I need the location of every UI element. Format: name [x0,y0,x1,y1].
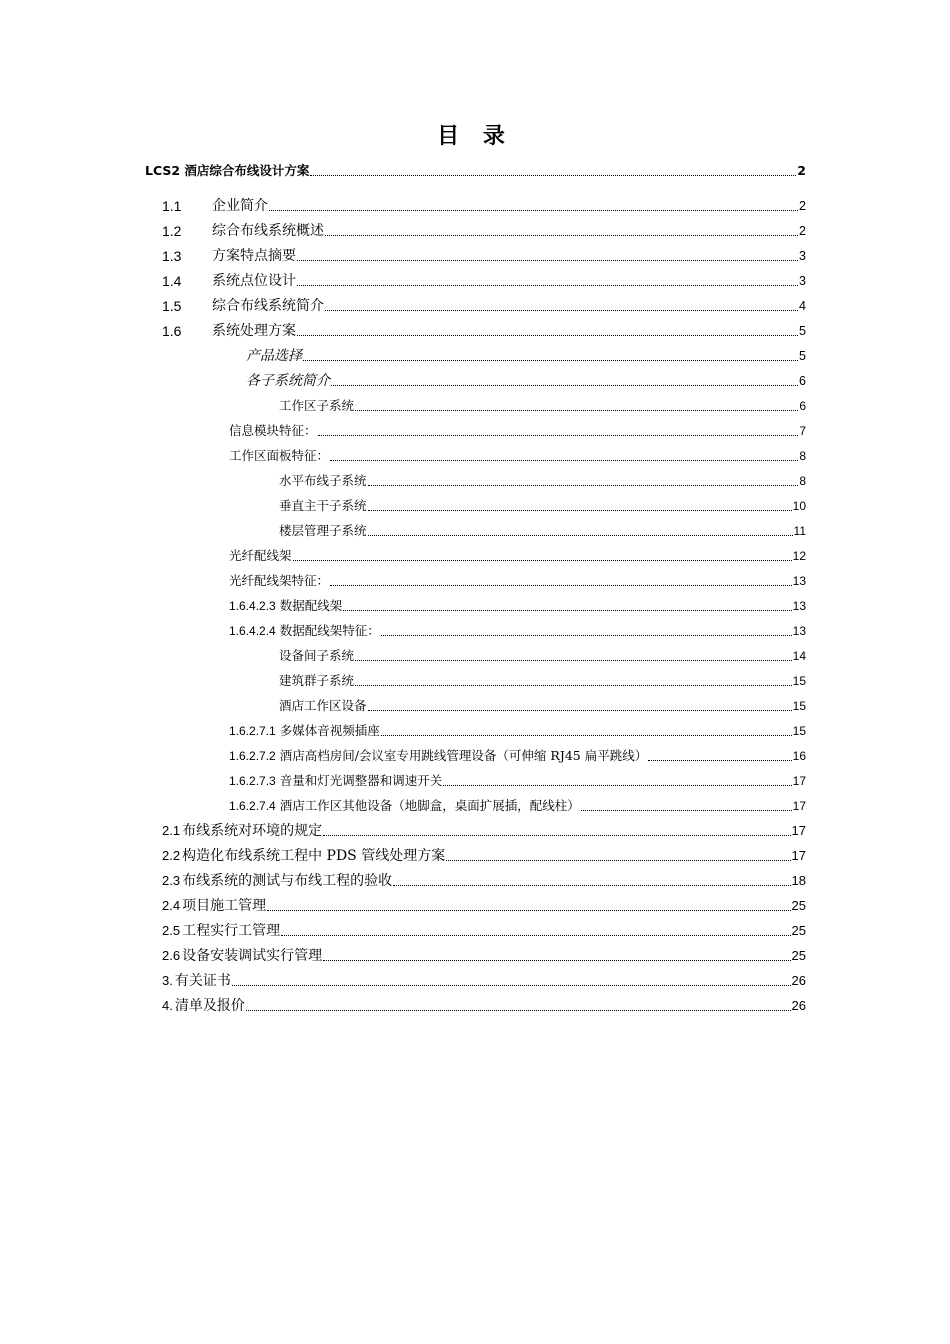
toc-entry[interactable] [246,370,806,390]
toc-entry[interactable] [279,645,806,665]
toc-entry-page: 6 [799,374,806,388]
toc-leader-dots [297,260,798,261]
toc-entry-text: 工作区子系统 [279,398,355,413]
toc-entry-number: 2.1 [162,823,181,838]
toc-leader-dots [393,885,790,886]
toc-entry[interactable] [162,995,806,1015]
toc-entry-number: 1.1 [162,198,182,214]
toc-entry-text: 音量和灯光调整器和调速开关 [279,773,443,788]
toc-entry-page: 15 [792,699,806,713]
toc-leader-dots [330,460,798,461]
toc-leader-dots [355,660,792,661]
toc-entry-text: 工作区面板特征： [229,448,330,463]
toc-entry-page: 15 [792,674,806,688]
toc-entry-number: 2.2 [162,848,181,863]
toc-entry[interactable] [279,520,806,540]
toc-entry[interactable] [162,270,806,290]
toc-entry-page: 14 [792,649,806,663]
toc-leader-dots [323,835,790,836]
toc-entry[interactable] [229,720,806,740]
toc-entry-page: 10 [792,499,806,513]
toc-leader-dots [381,735,792,736]
toc-entry-page: 26 [791,998,806,1013]
toc-entry-number: 3. [162,973,173,988]
toc-entry[interactable] [279,695,806,715]
toc-entry[interactable] [162,195,806,215]
toc-entry-text: LCS2 酒店综合布线设计方案 [145,163,310,178]
toc-entry[interactable] [279,395,806,415]
toc-entry[interactable] [229,545,806,565]
toc-entry-page: 12 [792,549,806,563]
toc-entry-number: 2.6 [162,948,181,963]
toc-leader-dots [581,810,792,811]
toc-entry-number: 1.6.4.2.3 [229,599,276,613]
toc-entry-text: 设备间子系统 [279,648,355,663]
toc-leader-dots [325,235,798,236]
toc-entry[interactable] [162,820,806,840]
toc-entry-page: 25 [791,898,806,913]
toc-entry-number: 1.2 [162,223,182,239]
toc-entry-page: 2 [799,224,806,238]
toc-entry-text: 信息模块特征： [229,423,317,438]
toc-entry-number: 2.3 [162,873,181,888]
toc-leader-dots [368,510,792,511]
toc-entry-text: 产品选择 [246,348,302,364]
toc-entry-number: 1.6.2.7.1 [229,724,276,738]
toc-entry[interactable] [162,920,806,940]
toc-leader-dots [446,860,790,861]
toc-entry-page: 17 [791,848,806,863]
toc-entry-text: 数据配线架 [279,598,343,613]
toc-entry[interactable] [229,420,806,440]
toc-entry-page: 17 [791,823,806,838]
toc-entry-text: 水平布线子系统 [279,473,367,488]
toc-leader-dots [281,935,790,936]
toc-leader-dots [368,710,792,711]
toc-entry-page: 13 [792,574,806,588]
toc-entry-number: 1.6 [162,323,182,339]
toc-entry[interactable] [162,845,806,865]
toc-entry[interactable] [229,620,806,640]
toc-entry-page: 18 [791,873,806,888]
toc-leader-dots [355,685,792,686]
toc-entry-text: 清单及报价 [174,998,245,1014]
toc-entry[interactable] [279,470,806,490]
toc-entry-page: 5 [799,324,806,338]
toc-entry-number: 4. [162,998,173,1013]
toc-leader-dots [368,535,793,536]
toc-entry-page: 13 [792,624,806,638]
toc-entry-number: 1.3 [162,248,182,264]
toc-leader-dots [323,960,790,961]
toc-entry-number: 2.4 [162,898,181,913]
toc-entry[interactable] [162,895,806,915]
toc-entry-text: 布线系统对环境的规定 [182,823,323,839]
toc-entry[interactable] [229,445,806,465]
toc-entry-text: 光纤配线架 [229,548,292,563]
toc-entry-page: 11 [793,524,806,538]
toc-entry-page: 17 [792,799,806,813]
toc-entry[interactable] [279,670,806,690]
toc-entry-page: 3 [799,274,806,288]
toc-entry-text: 酒店工作区其他设备（地脚盒，桌面扩展插，配线柱） [279,798,580,813]
toc-entry[interactable] [229,745,806,765]
toc-entry[interactable] [162,220,806,240]
toc-entry[interactable] [145,160,806,180]
toc-entry-page: 2 [797,163,806,178]
toc-leader-dots [443,785,791,786]
toc-entry-text: 系统点位设计 [212,273,296,289]
toc-entry[interactable] [162,970,806,990]
toc-leader-dots [343,610,791,611]
toc-entry[interactable] [162,295,806,315]
toc-entry-page: 7 [799,424,806,438]
toc-entry-page: 6 [799,399,806,413]
toc-entry-text: 楼层管理子系统 [279,523,367,538]
toc-title: 目 录 [437,123,513,149]
toc-leader-dots [648,760,791,761]
toc-entry[interactable] [162,245,806,265]
toc-leader-dots [310,175,796,176]
toc-entry[interactable] [162,870,806,890]
toc-entry-page: 13 [792,599,806,613]
toc-entry-number: 1.4 [162,273,182,289]
toc-entry-page: 3 [799,249,806,263]
toc-entry-page: 8 [799,449,806,463]
toc-leader-dots [297,335,798,336]
toc-leader-dots [232,985,791,986]
toc-entry-text: 垂直主干子系统 [279,498,367,513]
toc-entry-page: 15 [792,724,806,738]
toc-leader-dots [330,585,792,586]
toc-entry-text: 系统处理方案 [212,323,296,339]
toc-entry[interactable] [229,795,806,815]
toc-leader-dots [368,485,799,486]
toc-entry-number: 1.6.2.7.3 [229,774,276,788]
toc-entry-text: 酒店高档房间/会议室专用跳线管理设备（可伸缩 RJ45 扁平跳线） [279,748,648,763]
toc-entry-text: 酒店工作区设备 [279,698,367,713]
toc-entry-text: 构造化布线系统工程中 PDS 管线处理方案 [182,848,446,864]
toc-entry-page: 25 [791,923,806,938]
toc-entry[interactable] [279,495,806,515]
toc-leader-dots [303,360,798,361]
toc-entry-text: 多媒体音视频插座 [279,723,380,738]
toc-leader-dots [293,560,792,561]
toc-entry-text: 项目施工管理 [182,898,267,914]
toc-entry[interactable] [229,595,806,615]
toc-entry-text: 有关证书 [174,973,231,989]
toc-entry-page: 26 [791,973,806,988]
toc-entry-text: 布线系统的测试与布线工程的验收 [182,873,393,889]
toc-entry-page: 2 [799,199,806,213]
toc-leader-dots [381,635,792,636]
toc-leader-dots [267,910,790,911]
toc-leader-dots [355,410,798,411]
toc-entry[interactable] [229,770,806,790]
toc-entry[interactable] [246,345,806,365]
toc-entry-text: 综合布线系统简介 [212,298,324,314]
toc-entry-text: 企业简介 [212,198,268,214]
toc-entry[interactable] [162,320,806,340]
toc-leader-dots [269,210,798,211]
toc-leader-dots [297,285,798,286]
toc-leader-dots [318,435,799,436]
toc-entry[interactable] [229,570,806,590]
toc-entry-number: 1.5 [162,298,182,314]
toc-entry-number: 2.5 [162,923,181,938]
toc-entry-text: 光纤配线架特征： [229,573,330,588]
toc-entry-page: 5 [799,349,806,363]
toc-leader-dots [325,310,798,311]
toc-entry-number: 1.6.4.2.4 [229,624,276,638]
toc-entry-page: 17 [792,774,806,788]
toc-leader-dots [331,385,798,386]
toc-entry-text: 工程实行工管理 [182,923,281,939]
toc-leader-dots [246,1010,791,1011]
toc-entry-text: 数据配线架特征： [279,623,380,638]
toc-entry-text: 综合布线系统概述 [212,223,324,239]
toc-entry-page: 8 [799,474,806,488]
toc-entry-page: 25 [791,948,806,963]
toc-entry-text: 设备安装调试实行管理 [182,948,323,964]
toc-entry-number: 1.6.2.7.4 [229,799,276,813]
toc-entry-page: 16 [792,749,806,763]
toc-entry-page: 4 [799,299,806,313]
toc-entry-number: 1.6.2.7.2 [229,749,276,763]
toc-entry[interactable] [162,945,806,965]
toc-entry-text: 建筑群子系统 [279,673,355,688]
toc-entry-text: 各子系统简介 [246,373,330,389]
toc-entry-text: 方案特点摘要 [212,248,296,264]
